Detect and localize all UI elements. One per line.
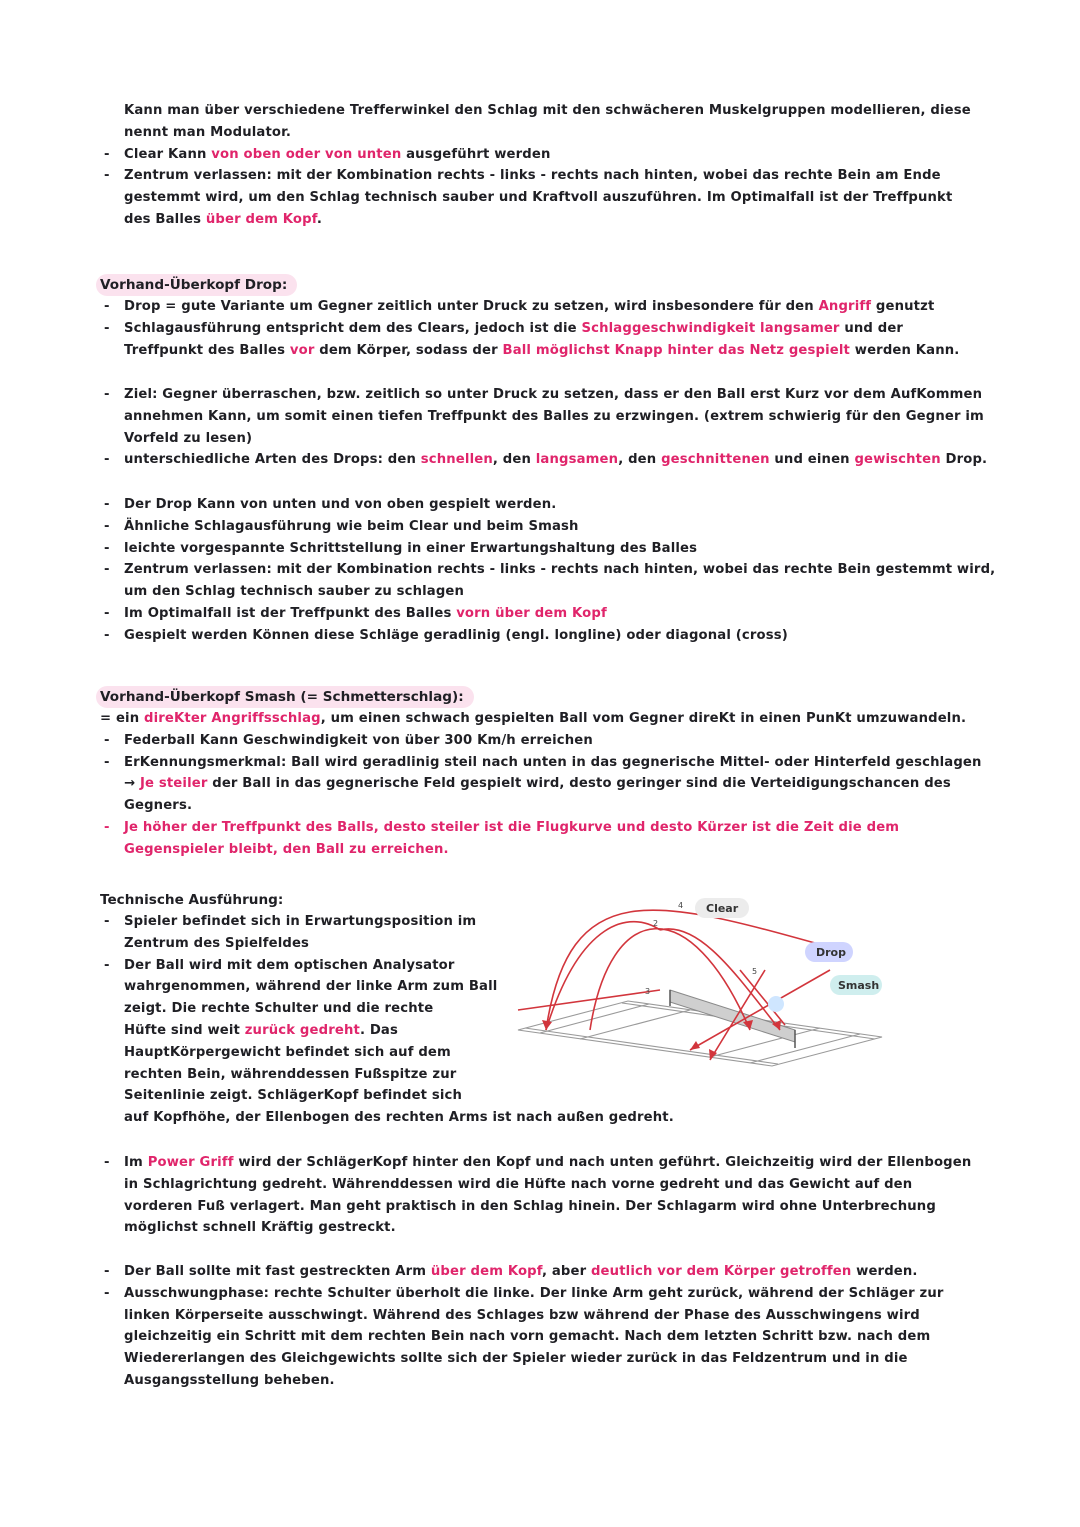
- text-line: gestemmt wird, um den Schlag technisch sauber und Kraftvoll auszuführen. Im Optimalfall ist der Treffpunkt: [124, 190, 953, 206]
- drop-details: [100, 494, 996, 647]
- text-line: Zentrum des Spielfeldes: [124, 935, 310, 951]
- badminton-stroke-diagram: [510, 880, 890, 1070]
- definition-line: = ein direKter Angriffsschlag, um einen schwach gespielten Ball vom Gegner direKt in einen PunKt umzuwandeln.: [100, 711, 967, 726]
- section-heading: Technische Ausführung:: [100, 892, 284, 908]
- text-line: rechten Bein, währenddessen Fußspitze zur: [124, 1066, 457, 1082]
- marker-3: 3: [645, 987, 651, 996]
- stroke-labels: [695, 898, 882, 1012]
- label-clear: Clear: [706, 902, 739, 915]
- text-line: auf Kopfhöhe, der Ellenbogen des rechten Arms ist nach außen gedreht.: [124, 1110, 674, 1126]
- text-line: des Balles über dem Kopf.: [124, 211, 323, 227]
- text-line: um den Schlag technisch sauber zu schlagen: [124, 584, 465, 600]
- marker-4: 4: [678, 901, 684, 910]
- marker-2: 2: [653, 919, 659, 928]
- text-line: Ausgangsstellung beheben.: [124, 1372, 335, 1388]
- text-line: vorderen Fuß verlagert. Man geht praktisch in den Schlag hinein. Der Schlagarm wird ohne Unterbrechung: [124, 1198, 936, 1214]
- smash-section: [100, 686, 980, 861]
- label-drop: Drop: [816, 946, 846, 959]
- bullet-item: - Der Ball wird mit dem optischen Analysator: [100, 955, 980, 977]
- technique-continued: [100, 1152, 980, 1239]
- technique-followthrough: [100, 1261, 980, 1392]
- bullet-item: - Federball Kann Geschwindigkeit von über 300 Km/h erreichen: [100, 730, 980, 752]
- bullet-item: - Im Optimalfall ist der Treffpunkt des Balles vorn über dem Kopf: [100, 603, 980, 625]
- text-line: gleichzeitig ein Schritt mit dem rechten Bein nach vorn gemacht. Nach dem letzten Schritt bzw. nach dem: [124, 1329, 931, 1345]
- text-line: zeigt. Die rechte Schulter und die rechte: [124, 1001, 434, 1017]
- bullet-item: - Zentrum verlassen: mit der Kombination rechts - links - rechts nach hinten, wobei das rechte Bein am Ende: [100, 165, 980, 187]
- text-line: wahrgenommen, während der linke Arm zum Ball: [124, 979, 498, 995]
- bullet-item: - Spieler befindet sich in Erwartungsposition im: [100, 911, 980, 933]
- section-heading: Vorhand-Überkopf Drop:: [96, 274, 297, 296]
- bullet-item: - Ziel: Gegner überraschen, bzw. zeitlich so unter Druck zu setzen, dass er den Ball erst Kurz vor dem AufKommen: [100, 384, 980, 406]
- marker-5: 5: [752, 967, 758, 976]
- text-line: Treffpunkt des Balles vor dem Körper, sodass der Ball möglichst Knapp hinter das Netz gespielt werden Kann.: [124, 342, 960, 358]
- section-heading: Vorhand-Überkopf Smash (= Schmetterschlag):: [96, 686, 474, 708]
- text-line: in Schlagrichtung gedreht. Währenddessen wird die Hüfte nach vorne gedreht und das Gewicht auf den: [124, 1176, 913, 1192]
- bullet-item: - Je höher der Treffpunkt des Balls, desto steiler ist die Flugkurve und desto Kürzer ist die Zeit die dem: [100, 817, 980, 839]
- bullet-item: - Zentrum verlassen: mit der Kombination rechts - links - rechts nach hinten, wobei das rechte Bein gestemmt wird,: [100, 559, 980, 581]
- bullet-item: - ErKennungsmerkmal: Ball wird geradlinig steil nach unten in das gegnerische Mittel- oder Hinterfeld geschlagen: [100, 752, 980, 774]
- bullet-item: - Der Drop Kann von unten und von oben gespielt werden.: [100, 494, 980, 516]
- text-line: nennt man Modulator.: [124, 124, 292, 140]
- text-line: Gegenspieler bleibt, den Ball zu erreichen.: [124, 841, 449, 857]
- text-line: annehmen Kann, um somit einen tiefen Treffpunkt des Balles zu erzwingen. (extrem schwierig für den Gegner im: [124, 408, 984, 424]
- bullet-item: - Gespielt werden Können diese Schläge geradlinig (engl. longline) oder diagonal (cross): [100, 625, 980, 647]
- bullet-item: - Ähnliche Schlagausführung wie beim Clear und beim Smash: [100, 516, 980, 538]
- text-line: Seitenlinie zeigt. SchlägerKopf befindet sich: [124, 1088, 463, 1104]
- bullet-item: - Clear Kann von oben oder von unten ausgeführt werden: [100, 144, 980, 166]
- text-line: möglichst schnell Kräftig gestreckt.: [124, 1220, 396, 1236]
- drop-goal: [100, 384, 988, 471]
- text-line: Hüfte sind weit zurück gedreht. Das: [124, 1022, 398, 1038]
- text-line: HauptKörpergewicht befindet sich auf dem: [124, 1044, 451, 1060]
- text-line: linken Körperseite ausschwingt. Während des Schlages bzw während der Phase des Ausschwingens wird: [124, 1307, 920, 1323]
- bullet-item: - Schlagausführung entspricht dem des Clears, jedoch ist die Schlaggeschwindigkeit langsamer und der: [100, 318, 980, 340]
- clear-trajectory-2: [546, 922, 660, 1030]
- label-smash: Smash: [838, 979, 880, 992]
- drop-section: [100, 274, 980, 361]
- text-line: Kann man über verschiedene Trefferwinkel den Schlag mit den schwächeren Muskelgruppen modellieren, diese: [124, 103, 971, 118]
- bullet-item: - Im Power Griff wird der SchlägerKopf hinter den Kopf und nach unten geführt. Gleichzeitig wird der Ellenbogen: [100, 1152, 980, 1174]
- bullet-item: - unterschiedliche Arten des Drops: den schnellen, den langsamen, den geschnittenen und einen gewischten Drop.: [100, 449, 980, 471]
- text-line: Vorfeld zu lesen): [124, 430, 253, 446]
- text-line: Gegners.: [124, 798, 193, 814]
- bullet-item: - Der Ball sollte mit fast gestreckten Arm über dem Kopf, aber deutlich vor dem Körper getroffen werden.: [100, 1261, 980, 1283]
- intro-section: [100, 100, 980, 231]
- bullet-item: - Ausschwungphase: rechte Schulter überholt die linke. Der linke Arm geht zurück, während der Schläger zur: [100, 1283, 980, 1305]
- clear-trajectory: [546, 910, 840, 1030]
- text-line: Wiedererlangen des Gleichgewichts sollte sich der Spieler wieder zurück in das Feldzentrum und in die: [124, 1351, 908, 1367]
- text-line: → Je steiler der Ball in das gegnerische Feld gespielt wird, desto geringer sind die Verteidigungschancen des: [124, 776, 951, 792]
- bullet-item: - leichte vorgespannte Schrittstellung in einer Erwartungshaltung des Balles: [100, 538, 980, 560]
- bullet-item: - Drop = gute Variante um Gegner zeitlich unter Druck zu setzen, wird insbesondere für den Angriff genutzt: [100, 296, 980, 318]
